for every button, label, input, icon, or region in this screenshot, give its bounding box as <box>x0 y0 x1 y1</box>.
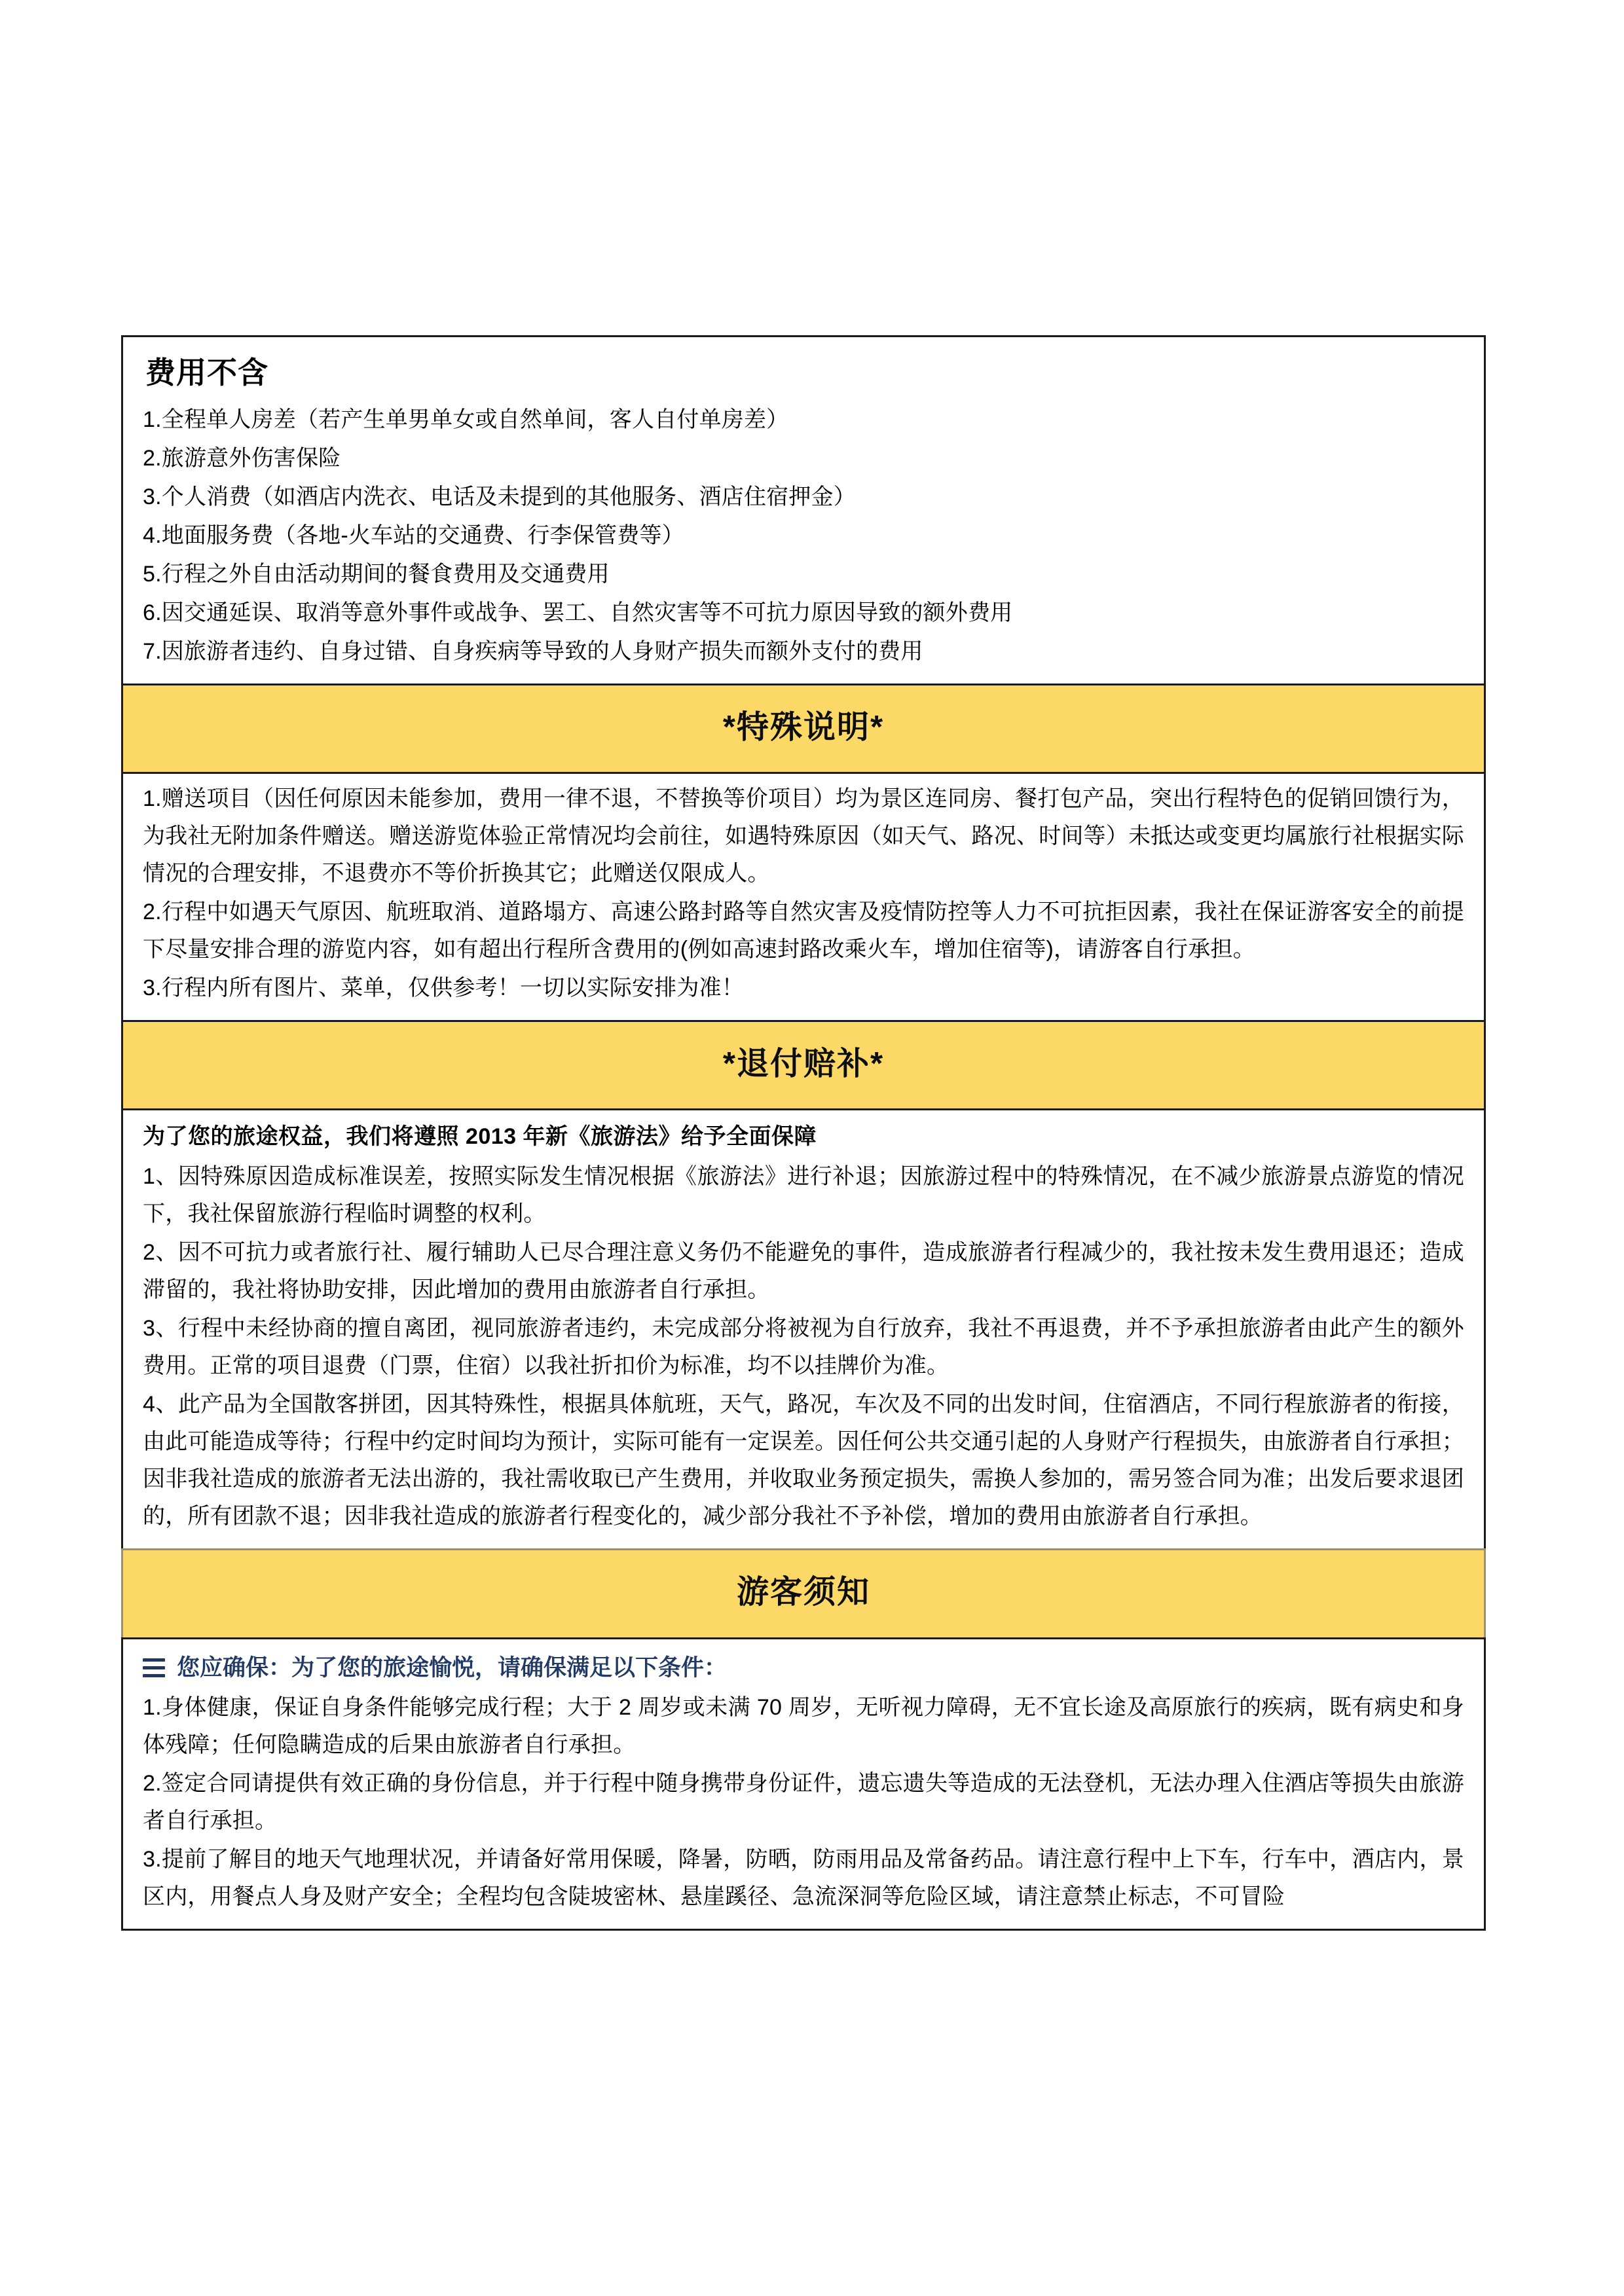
special-note-item: 1.赠送项目（因任何原因未能参加，费用一律不退，不替换等价项目）均为景区连同房、餐打包产品，突出行程特色的促销回馈行为，为我社无附加条件赠送。赠送游览体验正常情况均会前往，如遇特殊原因（如天气、路况、时间等）未抵达或变更均属旅行社根据实际情况的合理安排，不退费亦不等价折换其它；此赠送仅限成人。 <box>143 786 1464 886</box>
section-fee-exclusions <box>121 335 1486 683</box>
fee-exclusion-item: 3.个人消费（如酒店内洗衣、电话及未提到的其他服务、酒店住宿押金） <box>143 484 856 509</box>
band-traveler-notice <box>121 1548 1486 1637</box>
section-refund-compensation <box>121 1108 1486 1548</box>
fee-exclusion-item: 7.因旅游者违约、自身过错、自身疾病等导致的人身财产损失而额外支付的费用 <box>143 638 923 664</box>
band-title-refund-compensation: *退付赔补* <box>722 1046 885 1082</box>
special-note-item: 3.行程内所有图片、菜单，仅供参考！一切以实际安排为准！ <box>143 975 744 1000</box>
fee-exclusion-item: 6.因交通延误、取消等意外事件或战争、罢工、自然灾害等不可抗力原因导致的额外费用 <box>143 600 1013 625</box>
document-body <box>121 335 1486 1931</box>
fee-exclusion-item: 2.旅游意外伤害保险 <box>143 445 341 471</box>
band-refund-compensation <box>121 1020 1486 1108</box>
refund-item: 3、行程中未经协商的擅自离团，视同旅游者违约，未完成部分将被视为自行放弃，我社不再退费，并不予承担旅游者由此产生的额外费用。正常的项目退费（门票，住宿）以我社折扣价为标准，均不以挂牌价为准。 <box>143 1316 1464 1379</box>
refund-lead-statement: 为了您的旅途权益，我们将遵照 2013 年新《旅游法》给予全面保障 <box>143 1124 817 1150</box>
notice-item: 1.身体健康，保证自身条件能够完成行程；大于 2 周岁或未满 70 周岁，无听视力障碍，无不宜长途及高原旅行的疾病，既有病史和身体残障；任何隐瞒造成的后果由旅游者自行承担。 <box>143 1694 1464 1757</box>
notice-item: 2.签定合同请提供有效正确的身份信息，并于行程中随身携带身份证件，遗忘遗失等造成的无法登机，无法办理入住酒店等损失由旅游者自行承担。 <box>143 1770 1464 1833</box>
traveler-notice-callout-text: 您应确保：为了您的旅途愉悦，请确保满足以下条件： <box>177 1654 728 1681</box>
refund-item: 4、此产品为全国散客拼团，因其特殊性，根据具体航班，天气，路况，车次及不同的出发时间，住宿酒店，不同行程旅游者的衔接，由此可能造成等待；行程中约定时间均为预计，实际可能有一定误差。因任何公共交通引起的人身财产行程损失，由旅游者自行承担；因非我社造成的旅游者无法出游的，我社需收取已产生费用，并收取业务预定损失，需换人参加的，需另签合同为准；出发后要求退团的，所有团款不退；因非我社造成的旅游者行程变化的，减少部分我社不予补偿，增加的费用由旅游者自行承担。 <box>143 1392 1464 1529</box>
section-special-instructions <box>121 772 1486 1020</box>
section-title-fee-exclusions: 费用不含 <box>145 355 268 390</box>
refund-item: 2、因不可抗力或者旅行社、履行辅助人已尽合理注意义务仍不能避免的事件，造成旅游者行程减少的，我社按未发生费用退还；造成滞留的，我社将协助安排，因此增加的费用由旅游者自行承担。 <box>143 1240 1464 1303</box>
fee-exclusion-item: 4.地面服务费（各地-火车站的交通费、行李保管费等） <box>143 522 684 548</box>
traveler-notice-callout <box>143 1649 1464 1688</box>
band-title-special-instructions: *特殊说明* <box>722 709 885 745</box>
hamburger-icon <box>143 1654 165 1682</box>
band-title-traveler-notice: 游客须知 <box>736 1575 870 1611</box>
fee-exclusion-item: 5.行程之外自由活动期间的餐食费用及交通费用 <box>143 561 610 587</box>
refund-item: 1、因特殊原因造成标准误差，按照实际发生情况根据《旅游法》进行补退；因旅游过程中的特殊情况，在不减少旅游景点游览的情况下，我社保留旅游行程临时调整的权利。 <box>143 1164 1464 1227</box>
band-special-instructions <box>121 683 1486 772</box>
special-note-item: 2.行程中如遇天气原因、航班取消、道路塌方、高速公路封路等自然灾害及疫情防控等人力不可抗拒因素，我社在保证游客安全的前提下尽量安排合理的游览内容，如有超出行程所含费用的(例如高速封路改乘火车，增加住宿等)，请游客自行承担。 <box>143 899 1464 962</box>
notice-item: 3.提前了解目的地天气地理状况，并请备好常用保暖，降暑，防晒，防雨用品及常备药品。请注意行程中上下车，行车中，酒店内，景区内，用餐点人身及财产安全；全程均包含陡坡密林、悬崖蹊径、急流深洞等危险区域，请注意禁止标志，不可冒险 <box>143 1846 1464 1909</box>
fee-exclusion-item: 1.全程单人房差（若产生单男单女或自然单间，客人自付单房差） <box>143 407 789 432</box>
section-traveler-notice <box>121 1637 1486 1931</box>
